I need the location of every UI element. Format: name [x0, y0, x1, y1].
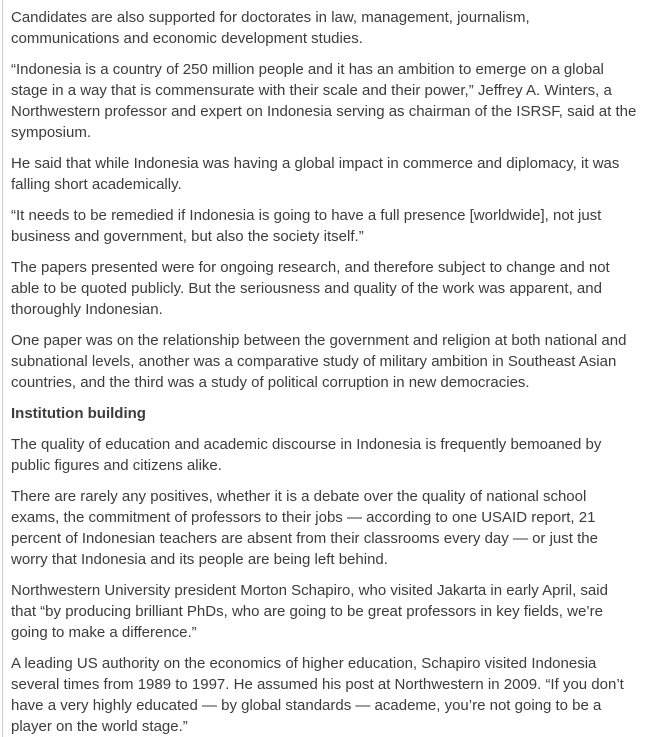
- section-heading: Institution building: [11, 405, 146, 422]
- paragraph: The quality of education and academic discourse in Indonesia is frequently bemoaned by public figures and citizens alike.: [11, 436, 602, 474]
- paragraph: Candidates are also supported for doctorates in law, management, journalism, communications and economic development studies.: [11, 9, 530, 47]
- paragraph: “Indonesia is a country of 250 million people and it has an ambition to emerge on a global stage in a way that is commensurate with their scale and their power,” Jeffrey A. Winters, a Northwestern professor and expert on Indonesia serving as chairman of the ISRSF, said at the symposium.: [11, 61, 637, 141]
- article-body: [2, 0, 649, 737]
- paragraph: One paper was on the relationship between the government and religion at both national and subnational levels, another was a comparative study of military ambition in Southeast Asian countries, and the third was a study of political corruption in new democracies.: [11, 332, 627, 391]
- paragraph: The papers presented were for ongoing research, and therefore subject to change and not able to be quoted publicly. But the seriousness and quality of the work was apparent, and thoroughly Indonesian.: [11, 259, 610, 318]
- paragraph: “It needs to be remedied if Indonesia is going to have a full presence [worldwide], not just business and government, but also the society itself.”: [11, 207, 602, 245]
- paragraph: He said that while Indonesia was having a global impact in commerce and diplomacy, it was falling short academically.: [11, 155, 620, 193]
- paragraph: There are rarely any positives, whether it is a debate over the quality of national school exams, the commitment of professors to their jobs — according to one USAID report, 21 percent of Indonesian teachers are absent from their classrooms every day — or just the worry that Indonesia and its people are being left behind.: [11, 488, 598, 568]
- paragraph: A leading US authority on the economics of higher education, Schapiro visited Indonesia several times from 1989 to 1997. He assumed his post at Northwestern in 2009. “If you don’t have a very highly educated — by global standards — academe, you’re not going to be a player on the world stage.”: [11, 655, 624, 735]
- paragraph: Northwestern University president Morton Schapiro, who visited Jakarta in early April, said that “by producing brilliant PhDs, who are going to be great professors in key fields, we’re going to make a difference.”: [11, 582, 608, 641]
